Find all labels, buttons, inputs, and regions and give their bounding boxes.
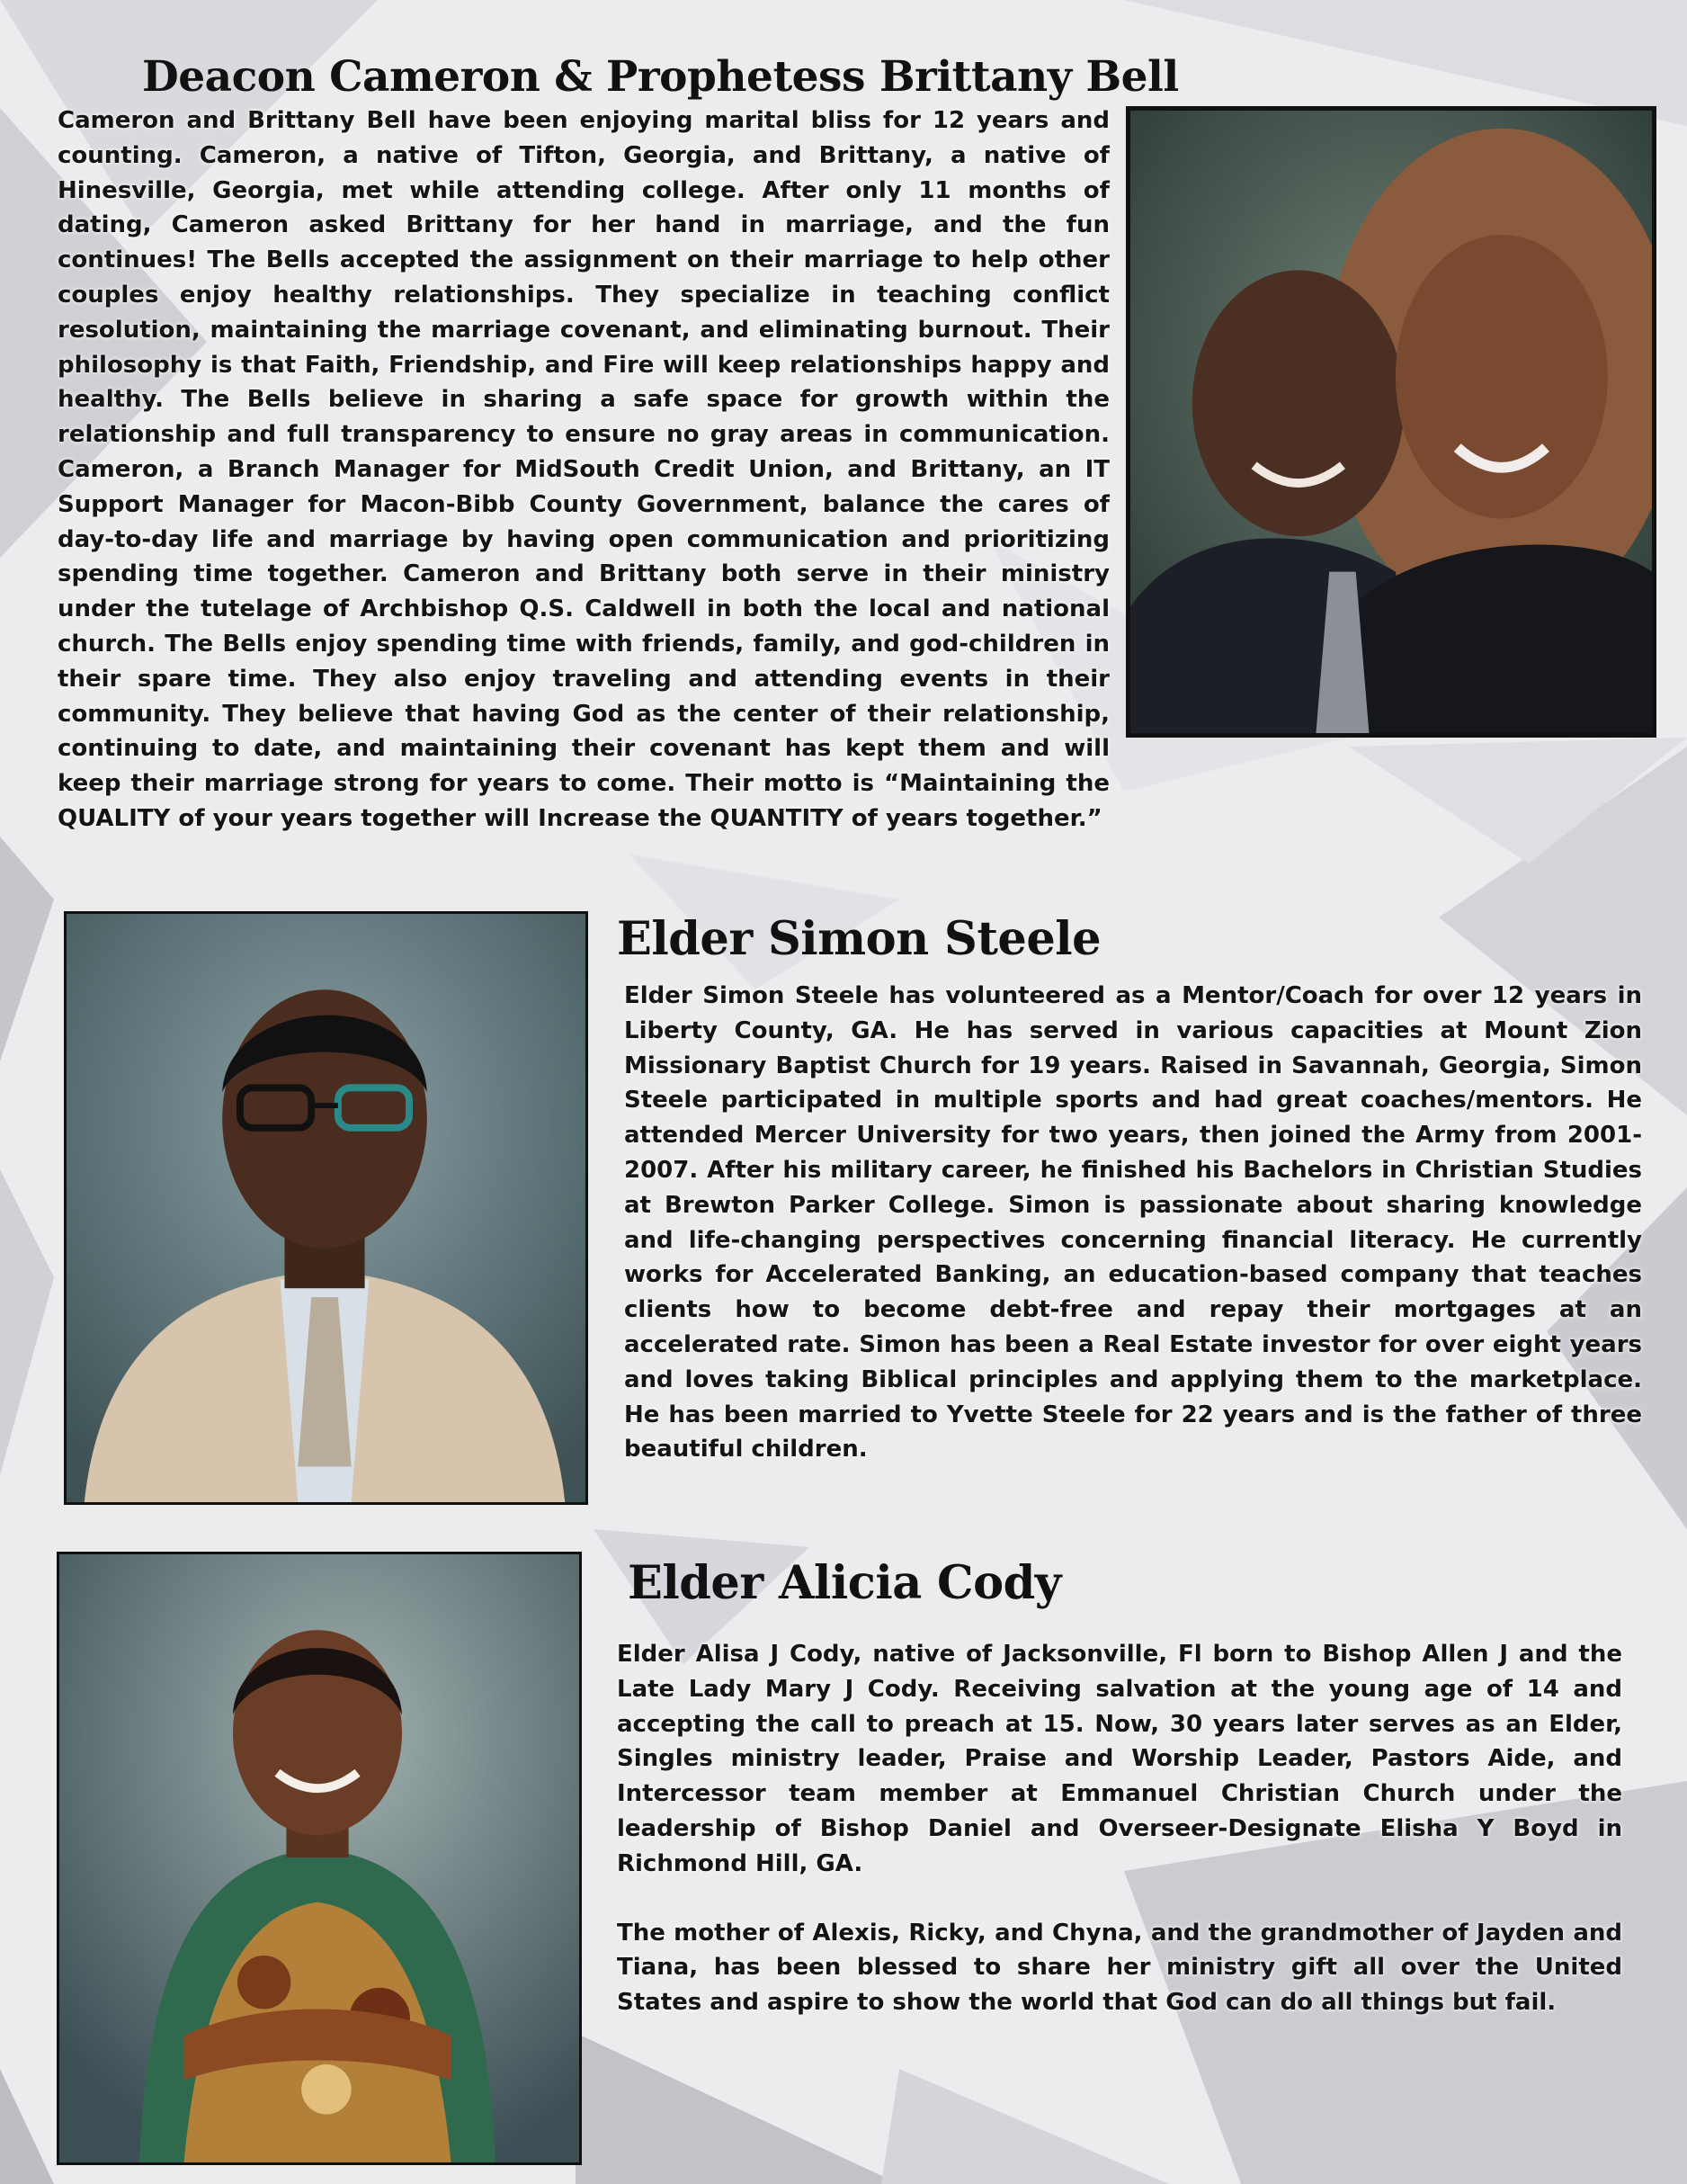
steele-bio [624, 979, 1642, 1467]
couple-photo [1126, 106, 1656, 738]
cody-bio-paragraph-1: Elder Alisa J Cody, native of Jacksonville, Fl born to Bishop Allen J and the Late Lady Mary J Cody. Receiving salvation at the young age of 14 and accepting the call to preach at 15. Now, 30 years later serves as an Elder, Singles ministry leader, Praise and Worship Leader, Pastors Aide, and Intercessor team member at Emmanuel Christian Church under the leadership of Bishop Daniel and Overseer-Designate Elisha Y Boyd in Richmond Hill, GA. [617, 1641, 1622, 1877]
couple-title: Deacon Cameron & Prophetess Brittany Bell [142, 52, 1179, 102]
steele-title: Elder Simon Steele [617, 912, 1102, 966]
couple-bio [58, 103, 1110, 837]
couple-bio-text: Cameron and Brittany Bell have been enjoying marital bliss for 12 years and counting. Cameron, a native of Tifton, Georgia, and Brittany, a native of Hinesville, Georgia, met while attending college. After only 11 months of dating, Cameron asked Brittany for her hand in marriage, and the fun continues! The Bells accepted the assignment on their marriage to help other couples enjoy healthy relationships. They specialize in teaching conflict resolution, maintaining the marriage covenant, and eliminating burnout. Their philosophy is that Faith, Friendship, and Fire will keep relationships happy and healthy. The Bells believe in sharing a safe space for growth within the relationship and full transparency to ensure no gray areas in communication. Cameron, a Branch Manager for MidSouth Credit Union, and Brittany, an IT Support Manager for Macon-Bibb County Government, balance the cares of day-to-day life and marriage by having open communication and prioritizing spending time together. Cameron and Brittany both serve in their ministry under the tutelage of Archbishop Q.S. Caldwell in both the local and national church. The Bells enjoy spending time with friends, family, and god-children in their spare time. They also enjoy traveling and attending events in their community. They believe that having God as the center of their relationship, continuing to date, and maintaining their covenant has kept them and will keep their marriage strong for years to come. Their motto is “Maintaining the QUALITY of your years together will Increase the QUANTITY of years together.” [58, 107, 1110, 832]
cody-title: Elder Alicia Cody [628, 1556, 1061, 1610]
cody-photo [57, 1552, 582, 2165]
cody-bio [617, 1637, 1622, 2020]
steele-bio-text: Elder Simon Steele has volunteered as a Mentor/Coach for over 12 years in Liberty County, GA. He has served in various capacities at Mount Zion Missionary Baptist Church for 19 years. Raised in Savannah, Georgia, Simon Steele participated in multiple sports and had great coaches/mentors. He attended Mercer University for two years, then joined the Army from 2001-2007. After his military career, he finished his Bachelors in Christian Studies at Brewton Parker College. Simon is passionate about sharing knowledge and life-changing perspectives concerning financial literacy. He currently works for Accelerated Banking, an education-based company that teaches clients how to become debt-free and repay their mortgages at an accelerated rate. Simon has been a Real Estate investor for over eight years and loves taking Biblical principles and applying them to the marketplace. He has been married to Yvette Steele for 22 years and is the father of three beautiful children. [624, 982, 1642, 1463]
steele-photo [64, 911, 588, 1505]
cody-bio-paragraph-2: The mother of Alexis, Ricky, and Chyna, and the grandmother of Jayden and Tiana, has been blessed to share her ministry gift all over the United States and aspire to show the world that God can do all things but fail. [617, 1919, 1622, 2017]
